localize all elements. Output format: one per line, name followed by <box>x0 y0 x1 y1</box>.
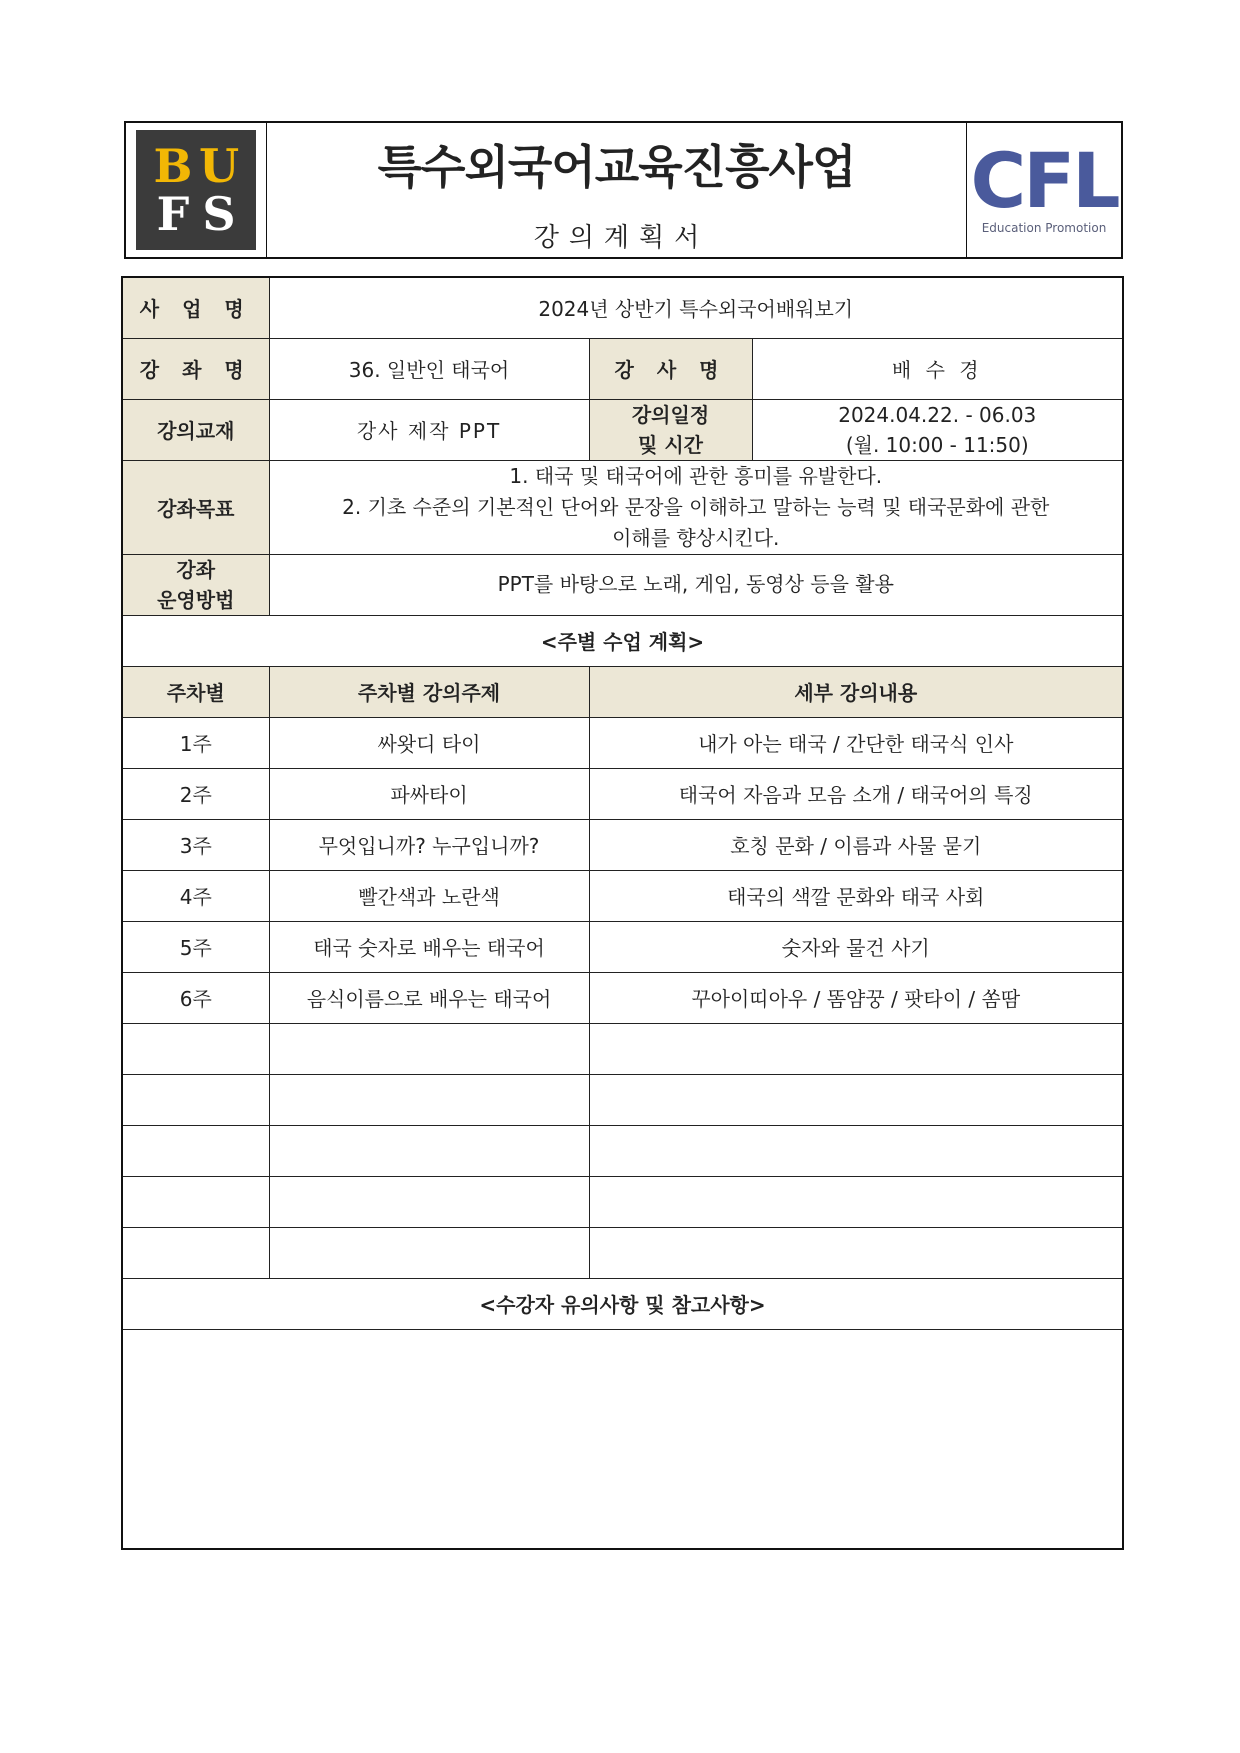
empty-cell <box>122 1125 269 1176</box>
week-cell: 3주 <box>122 819 269 870</box>
document-title: 특수외국어교육진흥사업 <box>377 139 856 194</box>
document-header <box>124 121 1123 259</box>
project-label: 사 업 명 <box>122 277 269 338</box>
method-label-line: 강좌 <box>176 557 216 582</box>
topic-cell: 무엇입니까? 누구입니까? <box>269 819 589 870</box>
empty-cell <box>589 1227 1123 1278</box>
schedule-label <box>589 399 752 460</box>
topic-cell: 싸왓디 타이 <box>269 717 589 768</box>
schedule-time: (월. 10:00 - 11:50) <box>845 432 1029 457</box>
bufs-logo-letter: F <box>156 187 190 241</box>
textbook-value: 강사 제작 PPT <box>269 399 589 460</box>
empty-cell <box>589 1125 1123 1176</box>
schedule-label-line: 및 시간 <box>638 432 703 457</box>
project-row <box>122 277 1123 338</box>
topic-cell: 음식이름으로 배우는 태국어 <box>269 972 589 1023</box>
detail-cell: 내가 아는 태국 / 간단한 태국식 인사 <box>589 717 1123 768</box>
course-plan-table <box>121 276 1124 1550</box>
goal-value <box>269 460 1123 554</box>
detail-cell: 태국어 자음과 모음 소개 / 태국어의 특징 <box>589 768 1123 819</box>
textbook-row <box>122 399 1123 460</box>
table-row <box>122 972 1123 1023</box>
weekly-section-row <box>122 615 1123 666</box>
bufs-logo-letter: S <box>202 187 236 241</box>
topic-cell: 파싸타이 <box>269 768 589 819</box>
goal-row <box>122 460 1123 554</box>
schedule-label-line: 강의일정 <box>631 402 710 427</box>
notes-section-row <box>122 1278 1123 1329</box>
project-value: 2024년 상반기 특수외국어배워보기 <box>269 277 1123 338</box>
empty-cell <box>122 1074 269 1125</box>
schedule-date: 2024.04.22. - 06.03 <box>838 402 1037 427</box>
textbook-label: 강의교재 <box>122 399 269 460</box>
table-row <box>122 921 1123 972</box>
empty-cell <box>122 1023 269 1074</box>
schedule-value <box>752 399 1123 460</box>
document-subtitle: 강의계획서 <box>533 222 710 253</box>
col-detail-header: 세부 강의내용 <box>589 666 1123 717</box>
notes-section-title: <수강자 유의사항 및 참고사항> <box>122 1278 1123 1329</box>
col-week-header: 주차별 <box>122 666 269 717</box>
goal-line: 1. 태국 및 태국어에 관한 흥미를 유발한다. <box>509 463 883 488</box>
empty-cell <box>269 1125 589 1176</box>
empty-cell <box>122 1176 269 1227</box>
goal-label: 강좌목표 <box>122 460 269 554</box>
method-label-line: 운영방법 <box>157 587 235 612</box>
empty-row <box>122 1074 1123 1125</box>
bufs-logo-letter: B <box>153 139 193 193</box>
weekly-section-title: <주별 수업 계획> <box>122 615 1123 666</box>
empty-cell <box>589 1176 1123 1227</box>
course-value: 36. 일반인 태국어 <box>269 338 589 399</box>
week-cell: 5주 <box>122 921 269 972</box>
weekly-header-row <box>122 666 1123 717</box>
empty-cell <box>589 1023 1123 1074</box>
empty-row <box>122 1125 1123 1176</box>
table-row <box>122 768 1123 819</box>
week-cell: 4주 <box>122 870 269 921</box>
instructor-label: 강 사 명 <box>589 338 752 399</box>
cfl-logo-tagline: Education Promotion <box>981 221 1107 236</box>
goal-line: 이해를 향상시킨다. <box>612 525 780 550</box>
method-row <box>122 554 1123 615</box>
week-cell: 1주 <box>122 717 269 768</box>
topic-cell: 빨간색과 노란색 <box>269 870 589 921</box>
detail-cell: 호칭 문화 / 이름과 사물 묻기 <box>589 819 1123 870</box>
method-label <box>122 554 269 615</box>
table-row <box>122 870 1123 921</box>
empty-cell <box>589 1074 1123 1125</box>
course-label: 강 좌 명 <box>122 338 269 399</box>
table-row <box>122 819 1123 870</box>
empty-cell <box>269 1074 589 1125</box>
bufs-logo-letter: U <box>198 139 240 193</box>
table-row <box>122 717 1123 768</box>
detail-cell: 꾸아이띠아우 / 똠얌꿍 / 팟타이 / 쏨땀 <box>589 972 1123 1023</box>
cfl-logo <box>970 135 1118 236</box>
empty-row <box>122 1176 1123 1227</box>
empty-row <box>122 1227 1123 1278</box>
course-row <box>122 338 1123 399</box>
detail-cell: 태국의 색깔 문화와 태국 사회 <box>589 870 1123 921</box>
empty-cell <box>269 1176 589 1227</box>
week-cell: 6주 <box>122 972 269 1023</box>
notes-content <box>122 1329 1123 1549</box>
logo-left-cell <box>126 123 267 257</box>
cfl-logo-mark: CFL <box>970 135 1118 225</box>
empty-cell <box>122 1227 269 1278</box>
empty-row <box>122 1023 1123 1074</box>
detail-cell: 숫자와 물건 사기 <box>589 921 1123 972</box>
empty-cell <box>269 1227 589 1278</box>
week-cell: 2주 <box>122 768 269 819</box>
topic-cell: 태국 숫자로 배우는 태국어 <box>269 921 589 972</box>
logo-right-cell <box>966 123 1121 257</box>
col-topic-header: 주차별 강의주제 <box>269 666 589 717</box>
notes-content-row <box>122 1329 1123 1549</box>
goal-line: 2. 기초 수준의 기본적인 단어와 문장을 이해하고 말하는 능력 및 태국문화에 관한 <box>342 494 1050 519</box>
instructor-value: 배 수 경 <box>752 338 1123 399</box>
method-value: PPT를 바탕으로 노래, 게임, 동영상 등을 활용 <box>269 554 1123 615</box>
empty-cell <box>269 1023 589 1074</box>
bufs-logo <box>136 130 256 250</box>
title-cell <box>267 123 966 257</box>
